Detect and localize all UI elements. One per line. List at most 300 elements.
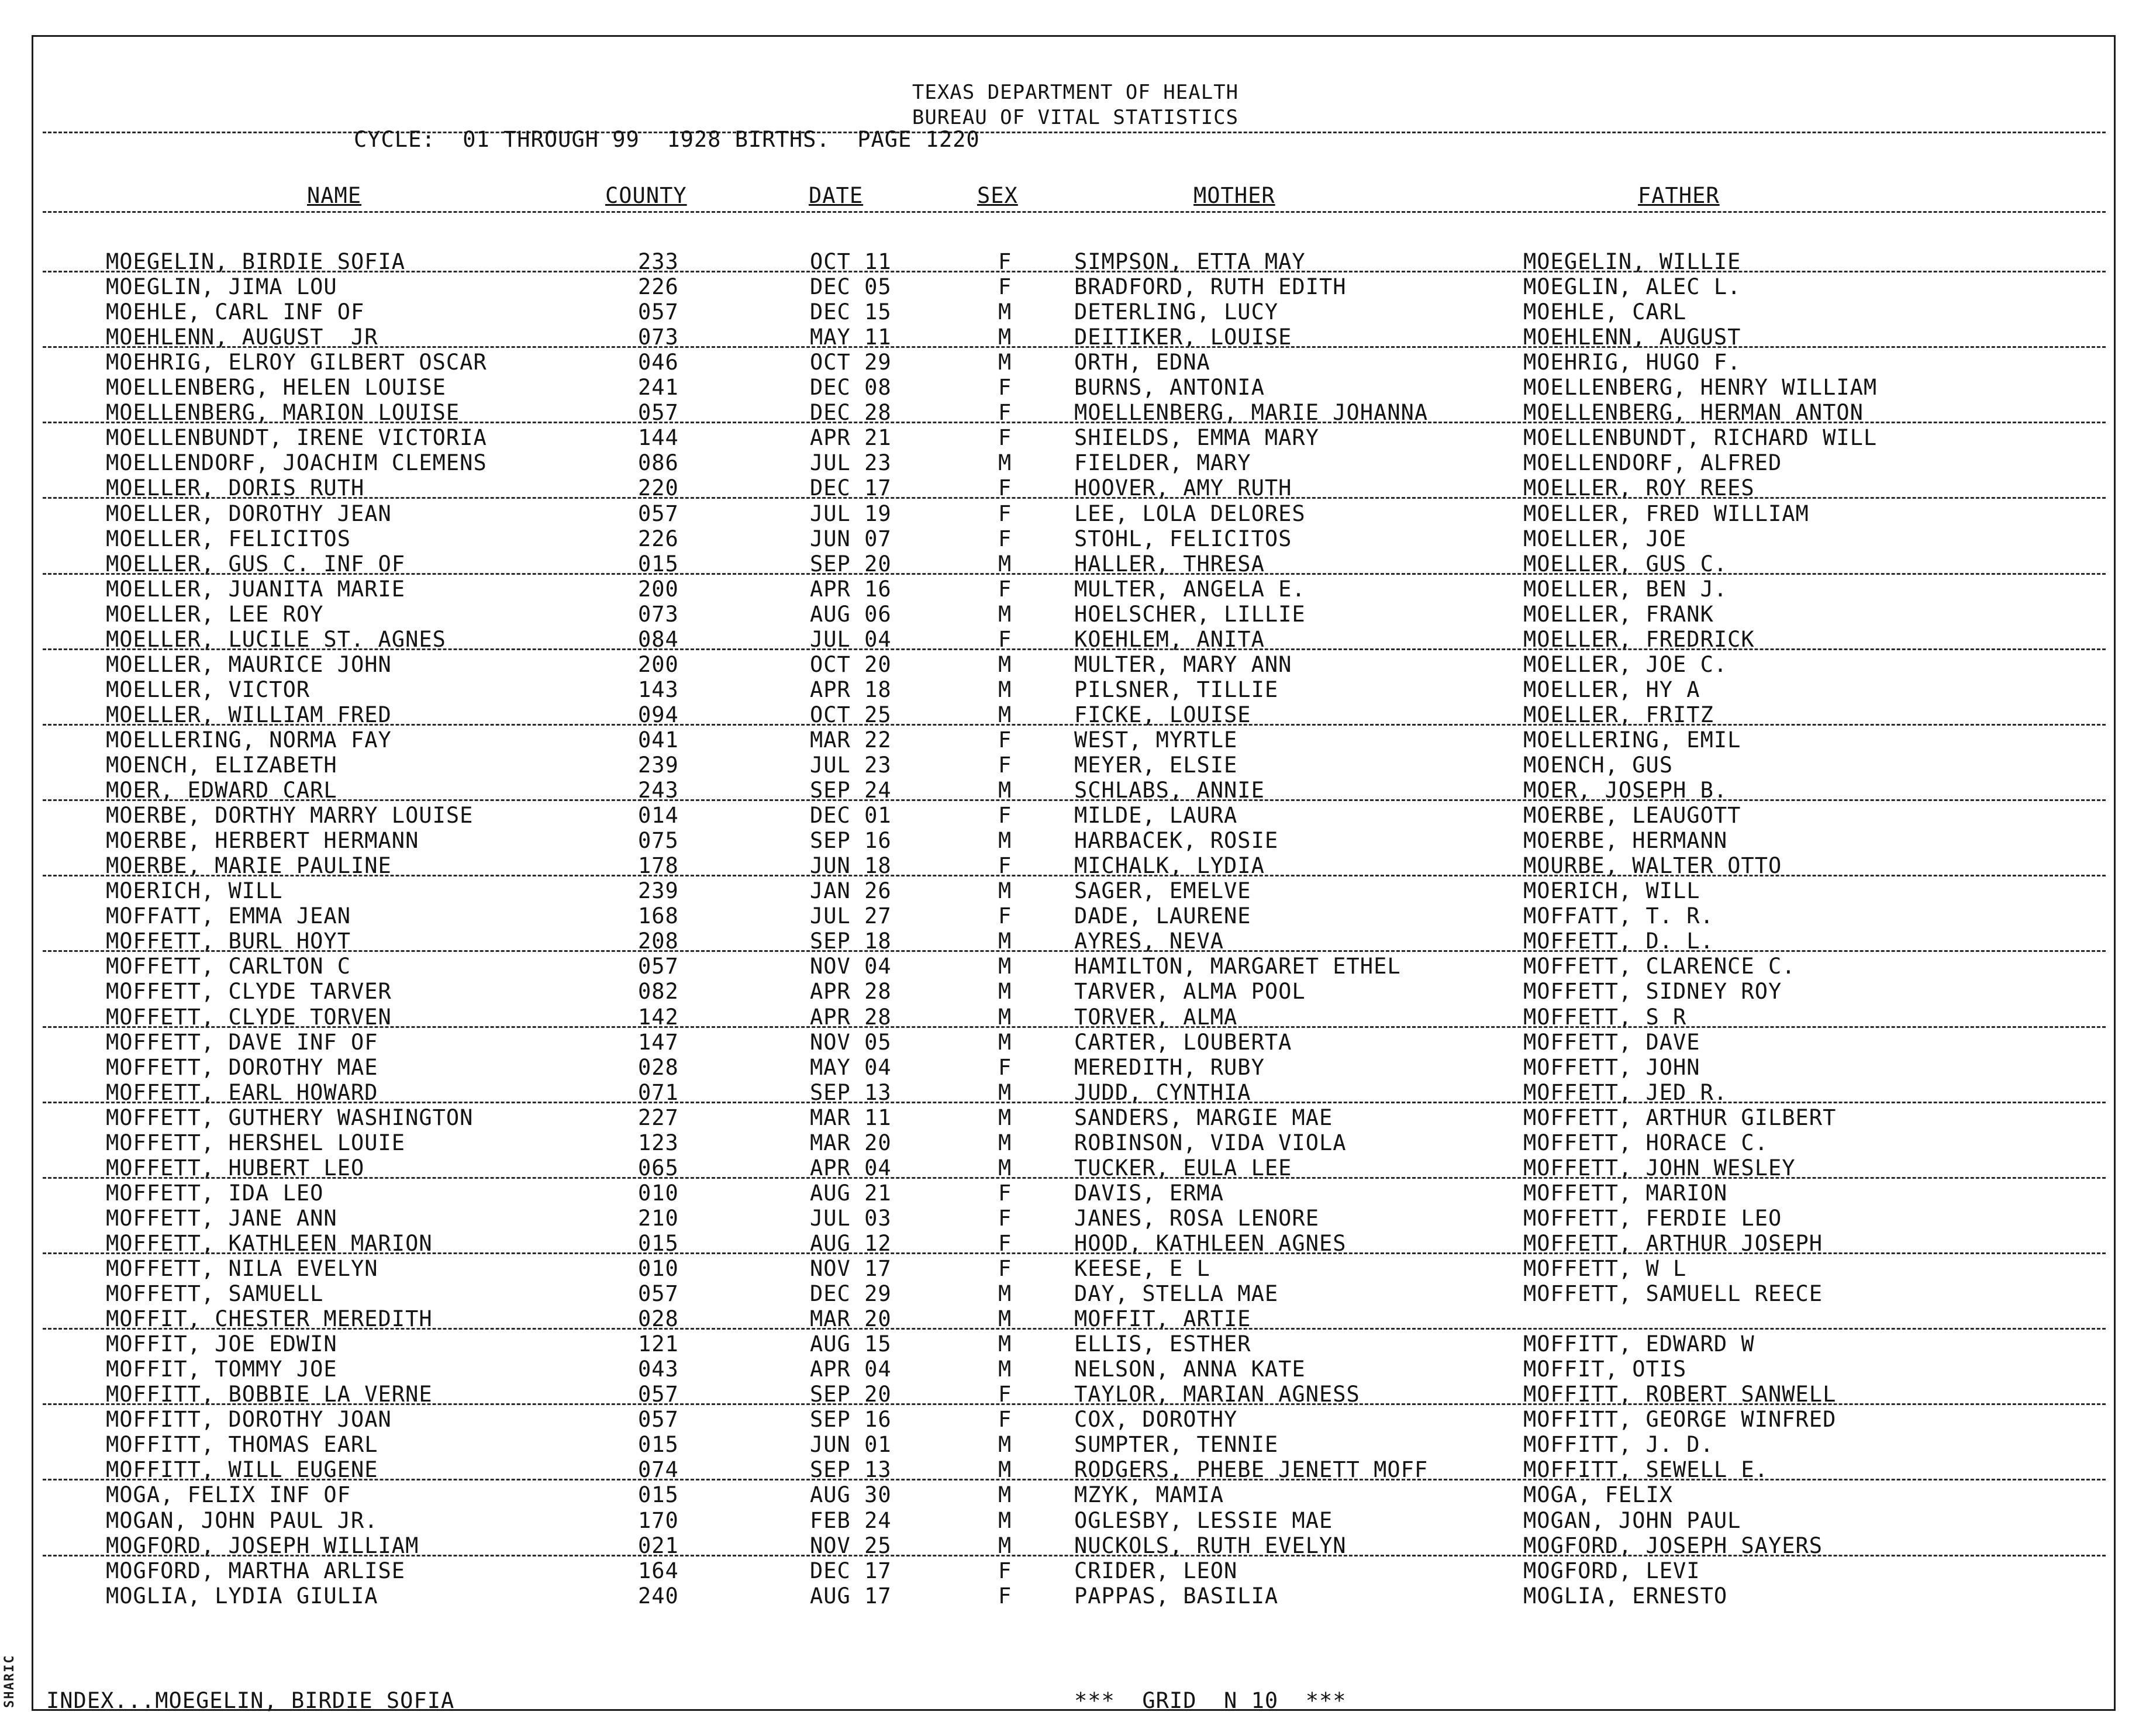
record-county: 057: [638, 299, 679, 325]
record-date: MAR 22: [810, 727, 892, 753]
record-mother: FICKE, LOUISE: [1074, 702, 1251, 727]
record-mother: HOOD, KATHLEEN AGNES: [1074, 1231, 1347, 1256]
record-mother: DADE, LAURENE: [1074, 903, 1251, 929]
record-date: SEP 18: [810, 929, 892, 954]
record-sex: M: [998, 450, 1012, 475]
record-sex: F: [998, 400, 1012, 425]
record-father: MOFFETT, S R: [1523, 1005, 1687, 1030]
record-sex: F: [998, 727, 1012, 753]
record-county: 065: [638, 1155, 679, 1181]
record-mother: PILSNER, TILLIE: [1074, 677, 1279, 702]
record-county: 233: [638, 249, 679, 274]
record-mother: SAGER, EMELVE: [1074, 878, 1251, 903]
record-name: MOELLER, LUCILE ST. AGNES: [106, 627, 446, 652]
record-county: 243: [638, 778, 679, 803]
record-county: 226: [638, 274, 679, 299]
record-name: MOFFETT, CLYDE TORVEN: [106, 1005, 392, 1030]
record-father: MOFFETT, SAMUELL REECE: [1523, 1281, 1823, 1306]
record-date: JUN 07: [810, 526, 892, 551]
record-father: MOFFETT, W L: [1523, 1256, 1687, 1281]
record-date: OCT 25: [810, 702, 892, 727]
record-name: MOELLENBERG, MARION LOUISE: [106, 400, 460, 425]
record-name: MOELLENBUNDT, IRENE VICTORIA: [106, 425, 487, 450]
record-name: MOFFETT, BURL HOYT: [106, 929, 351, 954]
record-name: MOELLER, DORIS RUTH: [106, 475, 365, 501]
record-father: MOFFETT, ARTHUR GILBERT: [1523, 1105, 1837, 1130]
record-name: MOELLER, GUS C. INF OF: [106, 551, 406, 577]
record-father: MOFFITT, ROBERT SANWELL: [1523, 1382, 1837, 1407]
record-county: 073: [638, 325, 679, 350]
record-county: 010: [638, 1181, 679, 1206]
record-date: SEP 13: [810, 1080, 892, 1105]
record-county: 057: [638, 1281, 679, 1306]
record-sex: M: [998, 1080, 1012, 1105]
record-name: MOFFETT, KATHLEEN MARION: [106, 1231, 433, 1256]
record-sex: F: [998, 501, 1012, 526]
record-date: JUL 03: [810, 1206, 892, 1231]
record-sex: M: [998, 602, 1012, 627]
record-county: 057: [638, 1407, 679, 1432]
record-date: SEP 16: [810, 1407, 892, 1432]
record-date: MAR 20: [810, 1130, 892, 1155]
record-name: MOERBE, HERBERT HERMANN: [106, 828, 419, 853]
record-mother: SUMPTER, TENNIE: [1074, 1432, 1279, 1457]
record-sex: M: [998, 325, 1012, 350]
record-county: 142: [638, 1005, 679, 1030]
record-name: MOELLER, WILLIAM FRED: [106, 702, 392, 727]
record-date: DEC 05: [810, 274, 892, 299]
record-mother: HOELSCHER, LILLIE: [1074, 602, 1306, 627]
record-name: MOFFETT, NILA EVELYN: [106, 1256, 378, 1281]
record-mother: RODGERS, PHEBE JENETT MOFF: [1074, 1457, 1429, 1482]
record-father: MOELLER, FREDRICK: [1523, 627, 1755, 652]
record-mother: NELSON, ANNA KATE: [1074, 1357, 1306, 1382]
record-sex: F: [998, 249, 1012, 274]
record-county: 239: [638, 753, 679, 778]
record-sex: M: [998, 878, 1012, 903]
record-father: MOERBE, HERMANN: [1523, 828, 1728, 853]
record-mother: MZYK, MAMIA: [1074, 1482, 1224, 1507]
record-county: 041: [638, 727, 679, 753]
record-mother: SCHLABS, ANNIE: [1074, 778, 1265, 803]
record-father: MOFFETT, FERDIE LEO: [1523, 1206, 1782, 1231]
record-sex: M: [998, 677, 1012, 702]
record-father: MOERBE, LEAUGOTT: [1523, 803, 1741, 828]
record-father: MOFFETT, DAVE: [1523, 1030, 1700, 1055]
record-mother: CRIDER, LEON: [1074, 1558, 1238, 1583]
row-group-rule: [43, 1479, 2106, 1480]
record-county: 210: [638, 1206, 679, 1231]
record-county: 074: [638, 1457, 679, 1482]
record-sex: F: [998, 753, 1012, 778]
record-county: 014: [638, 803, 679, 828]
record-mother: HARBACEK, ROSIE: [1074, 828, 1279, 853]
record-father: MOER, JOSEPH B.: [1523, 778, 1728, 803]
record-sex: F: [998, 274, 1012, 299]
record-mother: FIELDER, MARY: [1074, 450, 1251, 475]
record-sex: F: [998, 577, 1012, 602]
record-mother: DAY, STELLA MAE: [1074, 1281, 1279, 1306]
record-mother: MOFFIT, ARTIE: [1074, 1306, 1251, 1331]
record-name: MOERICH, WILL: [106, 878, 283, 903]
record-county: 021: [638, 1533, 679, 1558]
record-father: MOGLIA, ERNESTO: [1523, 1583, 1728, 1609]
record-father: MOEGLIN, ALEC L.: [1523, 274, 1741, 299]
record-date: MAY 11: [810, 325, 892, 350]
record-father: MOFFITT, J. D.: [1523, 1432, 1714, 1457]
record-mother: TORVER, ALMA: [1074, 1005, 1238, 1030]
record-county: 015: [638, 1231, 679, 1256]
record-date: APR 28: [810, 1005, 892, 1030]
record-date: JUL 23: [810, 450, 892, 475]
record-name: MOGAN, JOHN PAUL JR.: [106, 1508, 378, 1533]
record-mother: MILDE, LAURA: [1074, 803, 1238, 828]
record-sex: F: [998, 853, 1012, 878]
record-date: JUL 23: [810, 753, 892, 778]
record-name: MOFFETT, HUBERT LEO: [106, 1155, 365, 1181]
bureau-title: BUREAU OF VITAL STATISTICS: [912, 106, 1239, 129]
record-mother: SIMPSON, ETTA MAY: [1074, 249, 1306, 274]
record-sex: M: [998, 1105, 1012, 1130]
record-name: MOFFETT, JANE ANN: [106, 1206, 337, 1231]
record-county: 226: [638, 526, 679, 551]
record-father: MOEHRIG, HUGO F.: [1523, 350, 1741, 375]
record-name: MOFFIT, TOMMY JOE: [106, 1357, 337, 1382]
record-father: MOELLENBERG, HENRY WILLIAM: [1523, 375, 1878, 400]
record-mother: ROBINSON, VIDA VIOLA: [1074, 1130, 1347, 1155]
record-mother: MEYER, ELSIE: [1074, 753, 1238, 778]
record-mother: HAMILTON, MARGARET ETHEL: [1074, 954, 1401, 979]
record-mother: JUDD, CYNTHIA: [1074, 1080, 1251, 1105]
record-county: 240: [638, 1583, 679, 1609]
record-date: SEP 13: [810, 1457, 892, 1482]
record-date: JUN 01: [810, 1432, 892, 1457]
record-sex: M: [998, 778, 1012, 803]
row-group-rule: [43, 573, 2106, 575]
record-date: NOV 04: [810, 954, 892, 979]
record-mother: COX, DOROTHY: [1074, 1407, 1238, 1432]
record-name: MOFFIT, JOE EDWIN: [106, 1331, 337, 1357]
record-county: 144: [638, 425, 679, 450]
record-date: OCT 11: [810, 249, 892, 274]
record-name: MOFFETT, IDA LEO: [106, 1181, 324, 1206]
record-sex: M: [998, 1005, 1012, 1030]
record-mother: DETERLING, LUCY: [1074, 299, 1279, 325]
record-mother: ORTH, EDNA: [1074, 350, 1210, 375]
record-name: MOELLENDORF, JOACHIM CLEMENS: [106, 450, 487, 475]
side-label: SHARIC: [2, 1654, 17, 1708]
row-group-rule: [43, 271, 2106, 272]
record-father: MOELLER, JOE: [1523, 526, 1687, 551]
record-sex: F: [998, 1382, 1012, 1407]
record-mother: HALLER, THRESA: [1074, 551, 1265, 577]
record-county: 147: [638, 1030, 679, 1055]
record-father: MOEHLE, CARL: [1523, 299, 1687, 325]
record-county: 200: [638, 652, 679, 677]
record-name: MOFFIT, CHESTER MEREDITH: [106, 1306, 433, 1331]
record-mother: KOEHLEM, ANITA: [1074, 627, 1265, 652]
record-sex: F: [998, 375, 1012, 400]
record-father: MOELLENBERG, HERMAN ANTON: [1523, 400, 1864, 425]
record-date: AUG 15: [810, 1331, 892, 1357]
record-sex: F: [998, 1231, 1012, 1256]
record-date: OCT 29: [810, 350, 892, 375]
record-sex: M: [998, 551, 1012, 577]
record-sex: F: [998, 1583, 1012, 1609]
record-mother: MICHALK, LYDIA: [1074, 853, 1265, 878]
record-name: MOFFETT, GUTHERY WASHINGTON: [106, 1105, 474, 1130]
column-header-rule: [43, 211, 2106, 213]
row-group-rule: [43, 875, 2106, 876]
record-name: MOFFITT, THOMAS EARL: [106, 1432, 378, 1457]
record-date: MAR 11: [810, 1105, 892, 1130]
record-father: MOGFORD, JOSEPH SAYERS: [1523, 1533, 1823, 1558]
record-sex: M: [998, 1306, 1012, 1331]
record-name: MOFFETT, SAMUELL: [106, 1281, 324, 1306]
record-date: AUG 30: [810, 1482, 892, 1507]
record-date: SEP 24: [810, 778, 892, 803]
record-date: DEC 28: [810, 400, 892, 425]
record-county: 015: [638, 551, 679, 577]
record-father: MOGAN, JOHN PAUL: [1523, 1508, 1741, 1533]
record-father: MOFFETT, JED R.: [1523, 1080, 1728, 1105]
record-name: MOERBE, DORTHY MARRY LOUISE: [106, 803, 474, 828]
record-county: 028: [638, 1055, 679, 1080]
record-county: 121: [638, 1331, 679, 1357]
record-mother: STOHL, FELICITOS: [1074, 526, 1292, 551]
record-name: MOGFORD, JOSEPH WILLIAM: [106, 1533, 419, 1558]
record-father: MOFFETT, ARTHUR JOSEPH: [1523, 1231, 1823, 1256]
record-mother: SANDERS, MARGIE MAE: [1074, 1105, 1333, 1130]
record-date: FEB 24: [810, 1508, 892, 1533]
record-county: 043: [638, 1357, 679, 1382]
row-group-rule: [43, 950, 2106, 952]
record-county: 057: [638, 954, 679, 979]
record-father: MOEGELIN, WILLIE: [1523, 249, 1741, 274]
record-mother: NUCKOLS, RUTH EVELYN: [1074, 1533, 1347, 1558]
record-county: 164: [638, 1558, 679, 1583]
row-group-rule: [43, 1403, 2106, 1405]
record-sex: F: [998, 1181, 1012, 1206]
row-group-rule: [43, 422, 2106, 423]
record-name: MOEHLENN, AUGUST JR: [106, 325, 378, 350]
record-date: APR 28: [810, 979, 892, 1004]
record-county: 073: [638, 602, 679, 627]
record-mother: MEREDITH, RUBY: [1074, 1055, 1265, 1080]
record-sex: F: [998, 903, 1012, 929]
record-mother: CARTER, LOUBERTA: [1074, 1030, 1292, 1055]
record-father: MOFFETT, SIDNEY ROY: [1523, 979, 1782, 1004]
record-mother: MULTER, ANGELA E.: [1074, 577, 1306, 602]
record-name: MOENCH, ELIZABETH: [106, 753, 337, 778]
record-father: MOELLER, FRANK: [1523, 602, 1714, 627]
record-name: MOELLER, VICTOR: [106, 677, 310, 702]
record-county: 015: [638, 1482, 679, 1507]
department-title: TEXAS DEPARTMENT OF HEALTH: [912, 81, 1239, 104]
record-mother: LEE, LOLA DELORES: [1074, 501, 1306, 526]
record-father: MOELLERING, EMIL: [1523, 727, 1741, 753]
row-group-rule: [43, 648, 2106, 650]
header-rule: [43, 132, 2106, 133]
record-mother: KEESE, E L: [1074, 1256, 1210, 1281]
row-group-rule: [43, 497, 2106, 499]
record-name: MOGFORD, MARTHA ARLISE: [106, 1558, 406, 1583]
row-group-rule: [43, 1177, 2106, 1179]
record-sex: M: [998, 954, 1012, 979]
record-mother: TAYLOR, MARIAN AGNESS: [1074, 1382, 1360, 1407]
row-group-rule: [43, 799, 2106, 801]
record-mother: PAPPAS, BASILIA: [1074, 1583, 1279, 1609]
record-date: APR 04: [810, 1357, 892, 1382]
record-name: MOFFETT, HERSHEL LOUIE: [106, 1130, 406, 1155]
record-father: MOERICH, WILL: [1523, 878, 1700, 903]
record-sex: F: [998, 627, 1012, 652]
record-sex: F: [998, 425, 1012, 450]
record-county: 143: [638, 677, 679, 702]
record-sex: M: [998, 1457, 1012, 1482]
record-father: MOGA, FELIX: [1523, 1482, 1674, 1507]
record-county: 200: [638, 577, 679, 602]
record-father: MOELLENDORF, ALFRED: [1523, 450, 1782, 475]
record-county: 123: [638, 1130, 679, 1155]
record-name: MOGA, FELIX INF OF: [106, 1482, 351, 1507]
record-county: 170: [638, 1508, 679, 1533]
record-father: MOELLER, ROY REES: [1523, 475, 1755, 501]
record-father: MOFFETT, CLARENCE C.: [1523, 954, 1796, 979]
record-sex: F: [998, 1055, 1012, 1080]
record-county: 208: [638, 929, 679, 954]
record-sex: M: [998, 702, 1012, 727]
record-date: AUG 21: [810, 1181, 892, 1206]
record-date: NOV 17: [810, 1256, 892, 1281]
record-mother: OGLESBY, LESSIE MAE: [1074, 1508, 1333, 1533]
row-group-rule: [43, 1328, 2106, 1330]
record-county: 082: [638, 979, 679, 1004]
record-sex: M: [998, 1482, 1012, 1507]
index-footer: INDEX...MOEGELIN, BIRDIE SOFIA: [46, 1688, 455, 1713]
record-date: SEP 20: [810, 551, 892, 577]
record-date: MAR 20: [810, 1306, 892, 1331]
record-mother: SHIELDS, EMMA MARY: [1074, 425, 1319, 450]
record-father: MOELLER, GUS C.: [1523, 551, 1728, 577]
record-sex: M: [998, 1533, 1012, 1558]
column-header-county: COUNTY: [605, 183, 687, 208]
record-date: MAY 04: [810, 1055, 892, 1080]
row-group-rule: [43, 1102, 2106, 1103]
column-header-sex: SEX: [977, 183, 1018, 208]
record-father: MOFFITT, EDWARD W: [1523, 1331, 1755, 1357]
record-date: APR 16: [810, 577, 892, 602]
record-county: 084: [638, 627, 679, 652]
record-father: MOELLENBUNDT, RICHARD WILL: [1523, 425, 1878, 450]
record-county: 071: [638, 1080, 679, 1105]
record-county: 168: [638, 903, 679, 929]
record-sex: F: [998, 1407, 1012, 1432]
record-date: NOV 25: [810, 1533, 892, 1558]
record-father: MOELLER, HY A: [1523, 677, 1700, 702]
record-name: MOELLENBERG, HELEN LOUISE: [106, 375, 446, 400]
record-father: MOGFORD, LEVI: [1523, 1558, 1700, 1583]
record-sex: F: [998, 1256, 1012, 1281]
record-sex: M: [998, 350, 1012, 375]
record-father: MOFFETT, HORACE C.: [1523, 1130, 1768, 1155]
record-father: MOFFIT, OTIS: [1523, 1357, 1687, 1382]
record-mother: DEITIKER, LOUISE: [1074, 325, 1292, 350]
record-sex: M: [998, 828, 1012, 853]
column-header-mother: MOTHER: [1193, 183, 1275, 208]
record-county: 010: [638, 1256, 679, 1281]
record-sex: M: [998, 929, 1012, 954]
cycle-line: CYCLE: 01 THROUGH 99 1928 BIRTHS. PAGE 1220: [354, 127, 980, 152]
record-sex: M: [998, 299, 1012, 325]
record-date: DEC 17: [810, 1558, 892, 1583]
record-name: MOERBE, MARIE PAULINE: [106, 853, 392, 878]
record-sex: F: [998, 1558, 1012, 1583]
record-name: MOFFETT, CLYDE TARVER: [106, 979, 392, 1004]
row-group-rule: [43, 1252, 2106, 1254]
record-date: SEP 20: [810, 1382, 892, 1407]
record-sex: F: [998, 1206, 1012, 1231]
record-father: MOENCH, GUS: [1523, 753, 1674, 778]
row-group-rule: [43, 1555, 2106, 1556]
record-father: MOELLER, BEN J.: [1523, 577, 1728, 602]
record-date: JAN 26: [810, 878, 892, 903]
record-name: MOGLIA, LYDIA GIULIA: [106, 1583, 378, 1609]
record-mother: DAVIS, ERMA: [1074, 1181, 1224, 1206]
record-father: MOFFITT, SEWELL E.: [1523, 1457, 1768, 1482]
record-date: AUG 06: [810, 602, 892, 627]
record-mother: BRADFORD, RUTH EDITH: [1074, 274, 1347, 299]
record-father: MOFFETT, MARION: [1523, 1181, 1728, 1206]
record-father: MOELLER, JOE C.: [1523, 652, 1728, 677]
record-county: 057: [638, 501, 679, 526]
column-header-father: FATHER: [1638, 183, 1720, 208]
record-father: MOFFETT, D. L.: [1523, 929, 1714, 954]
record-county: 057: [638, 1382, 679, 1407]
record-date: JUL 27: [810, 903, 892, 929]
record-county: 015: [638, 1432, 679, 1457]
row-group-rule: [43, 724, 2106, 726]
record-sex: M: [998, 1281, 1012, 1306]
record-county: 086: [638, 450, 679, 475]
record-name: MOFFITT, WILL EUGENE: [106, 1457, 378, 1482]
record-county: 178: [638, 853, 679, 878]
record-mother: TUCKER, EULA LEE: [1074, 1155, 1292, 1181]
record-mother: AYRES, NEVA: [1074, 929, 1224, 954]
record-mother: MULTER, MARY ANN: [1074, 652, 1292, 677]
record-name: MOFFETT, EARL HOWARD: [106, 1080, 378, 1105]
record-father: MOFFETT, JOHN: [1523, 1055, 1700, 1080]
record-date: DEC 17: [810, 475, 892, 501]
record-mother: ELLIS, ESTHER: [1074, 1331, 1251, 1357]
record-date: JUN 18: [810, 853, 892, 878]
record-county: 046: [638, 350, 679, 375]
record-father: MOEHLENN, AUGUST: [1523, 325, 1741, 350]
record-date: NOV 05: [810, 1030, 892, 1055]
record-sex: M: [998, 1508, 1012, 1533]
record-name: MOEHLE, CARL INF OF: [106, 299, 365, 325]
record-date: JUL 04: [810, 627, 892, 652]
record-name: MOFFETT, DAVE INF OF: [106, 1030, 378, 1055]
record-county: 028: [638, 1306, 679, 1331]
record-mother: HOOVER, AMY RUTH: [1074, 475, 1292, 501]
column-header-date: DATE: [809, 183, 864, 208]
record-sex: M: [998, 979, 1012, 1004]
record-sex: M: [998, 1030, 1012, 1055]
record-father: MOFFETT, JOHN WESLEY: [1523, 1155, 1796, 1181]
record-name: MOFFITT, DOROTHY JOAN: [106, 1407, 392, 1432]
record-father: MOURBE, WALTER OTTO: [1523, 853, 1782, 878]
